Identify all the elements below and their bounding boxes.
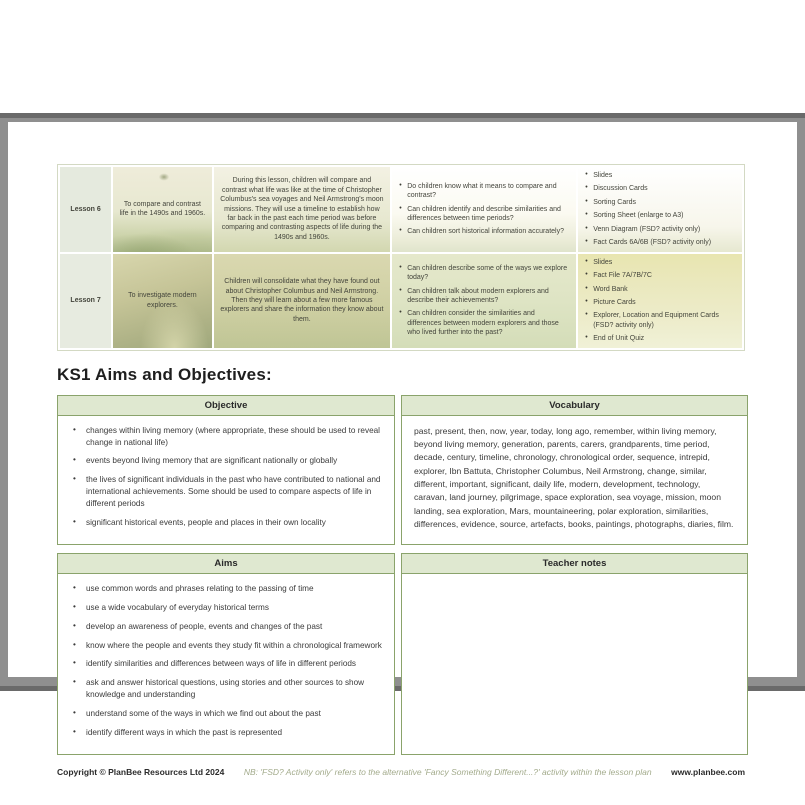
lesson-6-aim: To compare and contrast life in the 1490s and 1960s. xyxy=(113,167,211,252)
aim-item: • identify different ways in which the past is represented xyxy=(70,727,382,739)
question-item: • Can children sort historical information accurately? xyxy=(398,227,570,236)
resource-item: • Fact File 7A/7B/7C xyxy=(584,271,736,280)
objective-item: • the lives of significant individuals in the past who have contributed to national and international achievements. Some should be used to compare aspects of life in different periods xyxy=(70,474,382,510)
vocabulary-box xyxy=(401,395,748,545)
lesson-7-description: Children will consolidate what they have found out about Christopher Columbus and Neil Armstrong. Then they will learn about a few more famous explorers and share the information they know about them. xyxy=(214,254,391,348)
copyright-text: Copyright © PlanBee Resources Ltd 2024 xyxy=(57,766,225,777)
document-viewer-background xyxy=(0,113,805,777)
website-text: www.planbee.com xyxy=(671,766,745,777)
lesson-7-questions xyxy=(392,254,576,348)
vocabulary-box-title: Vocabulary xyxy=(402,396,747,416)
aim-item: • use common words and phrases relating to the passing of time xyxy=(70,583,382,595)
teacher-notes-box-title: Teacher notes xyxy=(402,554,747,574)
question-item: • Can children talk about modern explorers and describe their achievements? xyxy=(398,287,570,306)
aim-item: • understand some of the ways in which we find out about the past xyxy=(70,708,382,720)
objective-box-body xyxy=(58,416,394,544)
resource-item: • Word Bank xyxy=(584,285,736,294)
question-item: • Can children consider the similarities and differences between modern explorers and those who lived further into the past? xyxy=(398,309,570,337)
fsd-note-text: NB: 'FSD? Activity only' refers to the alternative 'Fancy Something Different...?' activity within the lesson plan xyxy=(243,766,652,777)
lesson-6-label: Lesson 6 xyxy=(60,167,111,252)
objective-box xyxy=(57,395,395,545)
resource-item: • Discussion Cards xyxy=(584,184,736,193)
aim-item: • ask and answer historical questions, using stories and other sources to show knowledge and understanding xyxy=(70,677,382,701)
aims-box-body xyxy=(58,574,394,754)
lesson-7-resources xyxy=(578,254,742,348)
lesson-7-aim: To investigate modern explorers. xyxy=(113,254,211,348)
resource-item: • Slides xyxy=(584,258,736,267)
vocabulary-box-body xyxy=(402,416,747,544)
question-item: • Can children identify and describe similarities and differences between time periods? xyxy=(398,205,570,224)
resource-item: • Picture Cards xyxy=(584,298,736,307)
resource-item: • Slides xyxy=(584,171,736,180)
lesson-overview-table xyxy=(57,164,745,351)
lesson-6-questions xyxy=(392,167,576,252)
aim-item: • identify similarities and differences between ways of life in different periods xyxy=(70,658,382,670)
resource-item: • Sorting Cards xyxy=(584,198,736,207)
aims-objectives-grid xyxy=(57,395,745,755)
aim-item: • use a wide vocabulary of everyday historical terms xyxy=(70,602,382,614)
lesson-6-resources xyxy=(578,167,742,252)
resource-item: • Explorer, Location and Equipment Cards (FSD? activity only) xyxy=(584,311,736,330)
question-item: • Can children describe some of the ways we explore today? xyxy=(398,264,570,283)
lesson-6-description: During this lesson, children will compare and contrast what life was like at the time of Christopher Columbus's sea voyages and Neil Armstrong's moon missions. They will use a timeline to establish how far back in the past each time period was before comparing and contrasting aspects of life during the 1490s and 1960s. xyxy=(214,167,391,252)
page-title: KS1 Aims and Objectives: xyxy=(57,364,272,384)
resource-item: • End of Unit Quiz xyxy=(584,334,736,343)
vocabulary-text: past, present, then, now, year, today, long ago, remember, within living memory, beyond living memory, generation, parents, carers, grandparents, time period, decade, century, timeline, chronology, chronological order, sequence, intrepid, explorer, Ibn Battuta, Christopher Columbus, Neil Armstrong, change, similar, different, important, significant, daily life, modern, development, technology, caravan, land journey, pilgrimage, space exploration, sea voyage, mission, moon landing, sea exploration, Mars, mountaineering, polar exploration, similarities, differences, evidence, source, artefacts, books, paintings, photographs, diaries, film. xyxy=(414,425,734,529)
objective-box-title: Objective xyxy=(58,396,394,416)
resource-item: • Venn Diagram (FSD? activity only) xyxy=(584,225,736,234)
aim-item: • develop an awareness of people, events and changes of the past xyxy=(70,621,382,633)
resource-item: • Fact Cards 6A/6B (FSD? activity only) xyxy=(584,238,736,247)
aims-box-title: Aims xyxy=(58,554,394,574)
teacher-notes-box-body xyxy=(402,574,747,754)
question-item: • Do children know what it means to compare and contrast? xyxy=(398,182,570,201)
table-row-lesson-7 xyxy=(60,254,742,348)
lesson-7-label: Lesson 7 xyxy=(60,254,111,348)
table-row-lesson-6 xyxy=(60,167,742,252)
objective-item: • changes within living memory (where appropriate, these should be used to reveal change in national life) xyxy=(70,425,382,449)
aim-item: • know where the people and events they study fit within a chronological framework xyxy=(70,640,382,652)
lesson-plan-page xyxy=(8,122,797,777)
objective-item: • events beyond living memory that are significant nationally or globally xyxy=(70,455,382,467)
aims-box xyxy=(57,553,395,755)
objective-item: • significant historical events, people and places in their own locality xyxy=(70,517,382,529)
page-footer xyxy=(57,767,745,777)
teacher-notes-box xyxy=(401,553,748,755)
resource-item: • Sorting Sheet (enlarge to A3) xyxy=(584,211,736,220)
